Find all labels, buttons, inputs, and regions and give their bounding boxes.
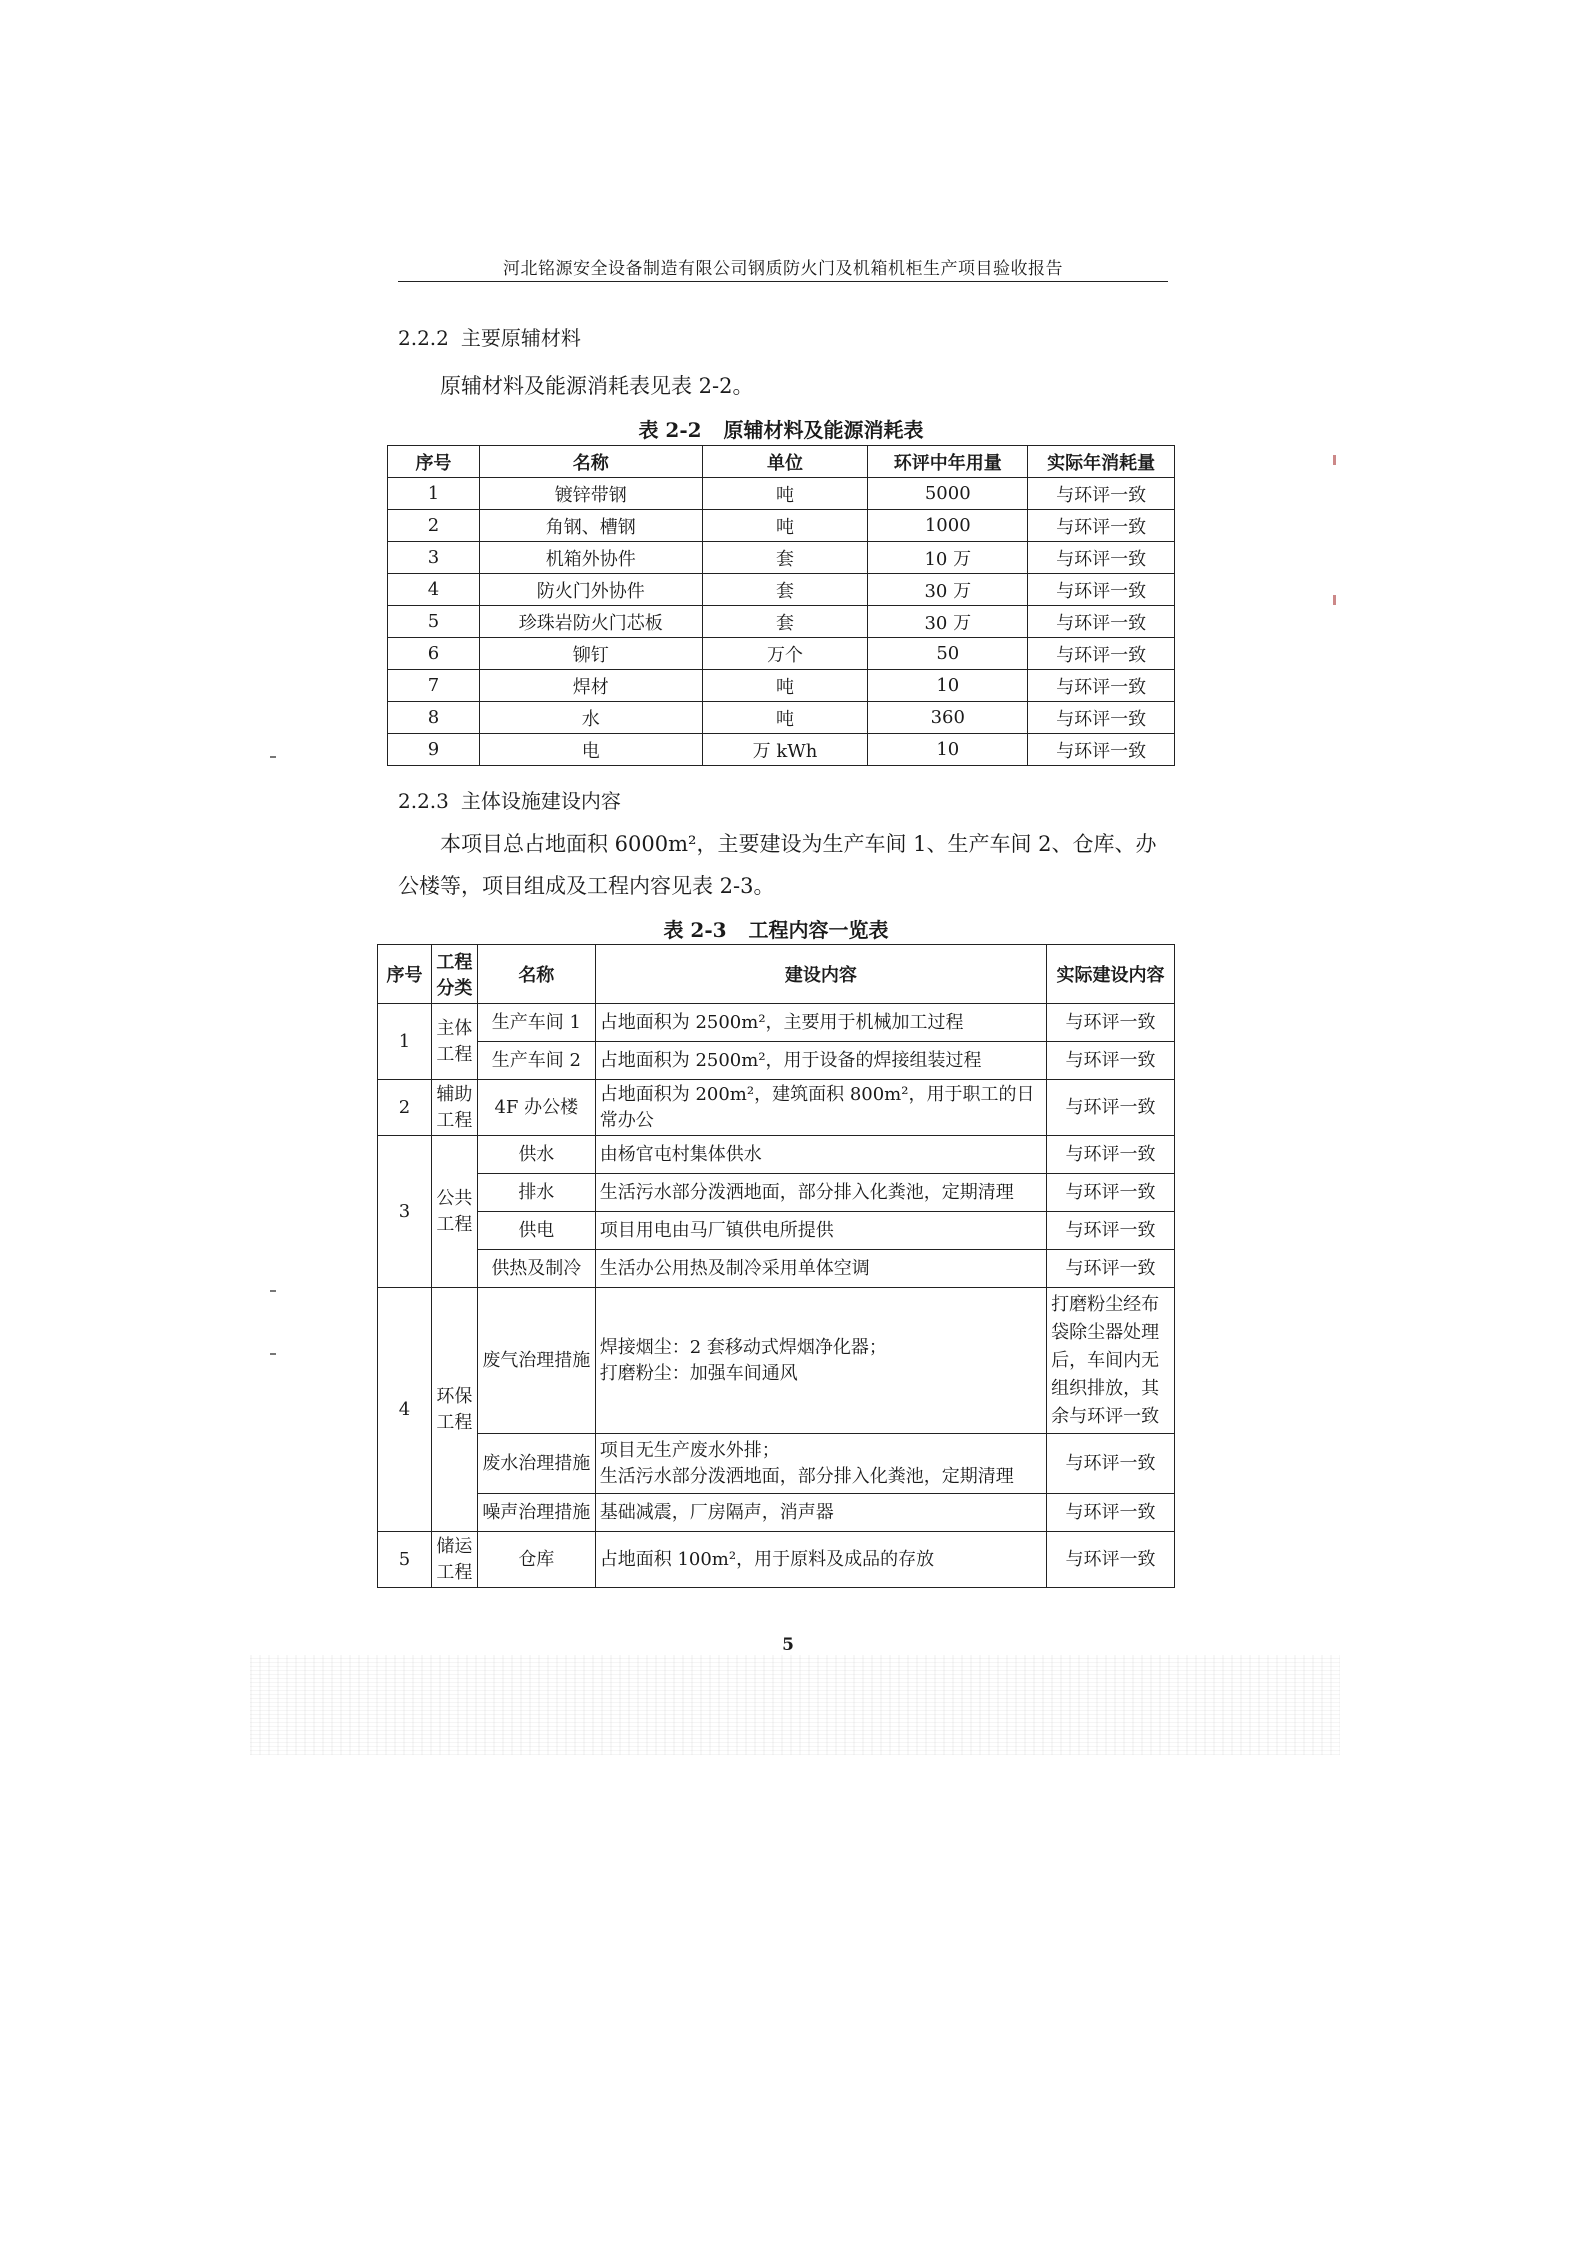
item-content: 占地面积 100m²，用于原料及成品的存放 (595, 1532, 1046, 1588)
table-cell: 10 (868, 670, 1028, 702)
content-line: 打磨粉尘：加强车间通风 (599, 1362, 798, 1384)
table-row (378, 1288, 1175, 1434)
table-caption-title: 工程内容一览表 (748, 918, 889, 942)
margin-mark (270, 756, 276, 758)
item-actual: 与环评一致 (1047, 1080, 1175, 1136)
table-cell: 5 (388, 606, 480, 638)
group-category: 环保工程 (431, 1288, 477, 1532)
table-cell: 万 kWh (702, 734, 868, 766)
section-number: 2.2.3 (398, 789, 449, 813)
column-header: 工程分类 (431, 945, 477, 1004)
column-header: 单位 (702, 446, 868, 478)
table-row (388, 542, 1175, 574)
item-actual: 与环评一致 (1047, 1136, 1175, 1174)
table-cell: 30 万 (868, 574, 1028, 606)
margin-mark (1333, 455, 1336, 465)
table-caption-label: 表 2-2 (638, 418, 702, 442)
item-content: 基础减震，厂房隔声，消声器 (595, 1494, 1046, 1532)
group-number: 1 (378, 1004, 432, 1080)
table-header-row (378, 945, 1175, 1004)
column-header: 实际年消耗量 (1028, 446, 1175, 478)
table-cell: 吨 (702, 478, 868, 510)
item-actual: 与环评一致 (1047, 1004, 1175, 1042)
table-row (388, 510, 1175, 542)
item-content: 生活办公用热及制冷采用单体空调 (595, 1250, 1046, 1288)
item-actual: 与环评一致 (1047, 1250, 1175, 1288)
column-header: 建设内容 (595, 945, 1046, 1004)
table-cell: 与环评一致 (1028, 734, 1175, 766)
table-row (378, 1004, 1175, 1042)
table-cell: 水 (479, 702, 702, 734)
item-content: 由杨官屯村集体供水 (595, 1136, 1046, 1174)
table-cell: 8 (388, 702, 480, 734)
item-name: 4F 办公楼 (477, 1080, 595, 1136)
item-name: 生产车间 1 (477, 1004, 595, 1042)
margin-mark (270, 1353, 276, 1355)
table-row (378, 1174, 1175, 1212)
table-caption (387, 414, 1175, 443)
margin-mark (1333, 595, 1336, 605)
materials-table (387, 445, 1175, 766)
table-row (378, 1494, 1175, 1532)
content-line: 项目无生产废水外排； (599, 1439, 780, 1461)
table-cell: 3 (388, 542, 480, 574)
table-cell: 镀锌带钢 (479, 478, 702, 510)
table-cell: 4 (388, 574, 480, 606)
table-row (388, 702, 1175, 734)
table-cell: 9 (388, 734, 480, 766)
item-content (595, 1288, 1046, 1434)
page-number: 5 (782, 1635, 794, 1655)
group-category: 公共工程 (431, 1136, 477, 1288)
column-header: 环评中年用量 (868, 446, 1028, 478)
group-number: 2 (378, 1080, 432, 1136)
table-cell: 与环评一致 (1028, 478, 1175, 510)
table-row (378, 1042, 1175, 1080)
table-cell: 7 (388, 670, 480, 702)
item-content: 占地面积为 2500m²，用于设备的焊接组装过程 (595, 1042, 1046, 1080)
group-number: 4 (378, 1288, 432, 1532)
paragraph: 本项目总占地面积 6000m²，主要建设为生产车间 1、生产车间 2、仓库、办公楼等，项目组成及工程内容见表 2-3。 (398, 832, 1157, 898)
table-cell: 万个 (702, 638, 868, 670)
table-cell: 套 (702, 606, 868, 638)
table-caption-label: 表 2-3 (663, 918, 727, 942)
item-actual: 与环评一致 (1047, 1532, 1175, 1588)
item-actual: 与环评一致 (1047, 1434, 1175, 1494)
table-cell: 与环评一致 (1028, 510, 1175, 542)
item-name: 排水 (477, 1174, 595, 1212)
table-caption (377, 914, 1175, 943)
group-number: 3 (378, 1136, 432, 1288)
item-name: 供电 (477, 1212, 595, 1250)
item-actual: 与环评一致 (1047, 1042, 1175, 1080)
table-cell: 套 (702, 542, 868, 574)
table-cell: 吨 (702, 702, 868, 734)
paragraph: 原辅材料及能源消耗表见表 2-2。 (440, 374, 754, 398)
table-cell: 10 万 (868, 542, 1028, 574)
group-category: 主体工程 (431, 1004, 477, 1080)
table-cell: 角钢、槽钢 (479, 510, 702, 542)
table-cell: 套 (702, 574, 868, 606)
item-actual: 与环评一致 (1047, 1212, 1175, 1250)
item-name: 噪声治理措施 (477, 1494, 595, 1532)
table-row (378, 1136, 1175, 1174)
margin-mark (270, 1290, 276, 1292)
header-divider (398, 281, 1168, 282)
group-category: 辅助工程 (431, 1080, 477, 1136)
item-content: 占地面积为 200m²，建筑面积 800m²，用于职工的日常办公 (595, 1080, 1046, 1136)
item-name: 仓库 (477, 1532, 595, 1588)
page-header: 河北铭源安全设备制造有限公司钢质防火门及机箱机柜生产项目验收报告 (503, 259, 1063, 279)
item-actual: 与环评一致 (1047, 1494, 1175, 1532)
column-header: 序号 (388, 446, 480, 478)
table-row (388, 734, 1175, 766)
table-row (388, 478, 1175, 510)
section-number: 2.2.2 (398, 326, 449, 350)
table-cell: 30 万 (868, 606, 1028, 638)
table-row (378, 1212, 1175, 1250)
table-cell: 6 (388, 638, 480, 670)
table-cell: 5000 (868, 478, 1028, 510)
item-content: 项目用电由马厂镇供电所提供 (595, 1212, 1046, 1250)
table-row (388, 574, 1175, 606)
table-cell: 铆钉 (479, 638, 702, 670)
table-cell: 50 (868, 638, 1028, 670)
section-heading-2-2-3 (398, 785, 621, 814)
item-name: 供热及制冷 (477, 1250, 595, 1288)
section-heading-2-2-2 (398, 322, 581, 351)
column-header: 名称 (477, 945, 595, 1004)
scan-noise (250, 1655, 1340, 1755)
table-cell: 与环评一致 (1028, 542, 1175, 574)
table-row (378, 1532, 1175, 1588)
item-content: 生活污水部分泼洒地面，部分排入化粪池，定期清理 (595, 1174, 1046, 1212)
table-caption-title: 原辅材料及能源消耗表 (723, 418, 924, 442)
table-row (378, 1080, 1175, 1136)
table-header-row (388, 446, 1175, 478)
table-cell: 与环评一致 (1028, 702, 1175, 734)
table-row (378, 1250, 1175, 1288)
table-cell: 10 (868, 734, 1028, 766)
column-header: 序号 (378, 945, 432, 1004)
item-name: 生产车间 2 (477, 1042, 595, 1080)
table-cell: 与环评一致 (1028, 638, 1175, 670)
construction-table (377, 944, 1175, 1588)
content-line: 焊接烟尘：2 套移动式焊烟净化器； (599, 1336, 887, 1358)
table-cell: 电 (479, 734, 702, 766)
table-cell: 360 (868, 702, 1028, 734)
table-row (378, 1434, 1175, 1494)
section-title: 主要原辅材料 (460, 326, 581, 350)
item-actual: 与环评一致 (1047, 1174, 1175, 1212)
table-row (388, 670, 1175, 702)
content-line: 生活污水部分泼洒地面，部分排入化粪池，定期清理 (599, 1465, 1014, 1487)
table-cell: 吨 (702, 670, 868, 702)
table-cell: 与环评一致 (1028, 606, 1175, 638)
table-cell: 1000 (868, 510, 1028, 542)
group-category: 储运工程 (431, 1532, 477, 1588)
table-cell: 2 (388, 510, 480, 542)
table-cell: 珍珠岩防火门芯板 (479, 606, 702, 638)
table-cell: 吨 (702, 510, 868, 542)
table-cell: 与环评一致 (1028, 670, 1175, 702)
item-name: 供水 (477, 1136, 595, 1174)
item-name: 废气治理措施 (477, 1288, 595, 1434)
table-cell: 与环评一致 (1028, 574, 1175, 606)
table-cell: 1 (388, 478, 480, 510)
table-row (388, 606, 1175, 638)
column-header: 名称 (479, 446, 702, 478)
table-cell: 焊材 (479, 670, 702, 702)
item-content: 占地面积为 2500m²，主要用于机械加工过程 (595, 1004, 1046, 1042)
table-cell: 机箱外协件 (479, 542, 702, 574)
group-number: 5 (378, 1532, 432, 1588)
item-name: 废水治理措施 (477, 1434, 595, 1494)
column-header: 实际建设内容 (1047, 945, 1175, 1004)
item-actual: 打磨粉尘经布袋除尘器处理后，车间内无组织排放，其余与环评一致 (1047, 1288, 1175, 1434)
table-row (388, 638, 1175, 670)
section-title: 主体设施建设内容 (460, 789, 621, 813)
item-content (595, 1434, 1046, 1494)
table-cell: 防火门外协件 (479, 574, 702, 606)
